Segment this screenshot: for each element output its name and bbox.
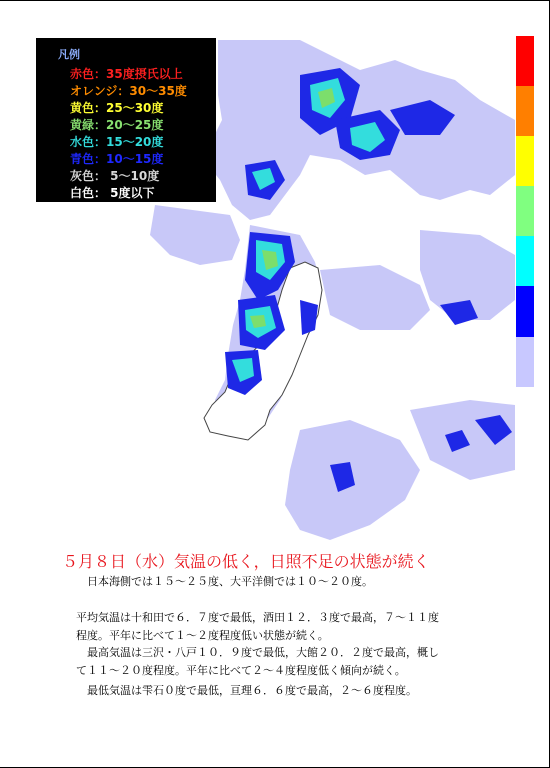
legend-item-gray: 灰色： 5～10度 xyxy=(70,169,160,183)
color-scale-swatch xyxy=(516,136,534,186)
summary-line: 日本海側では１５～２５度、大平洋側では１０～２０度。 xyxy=(87,575,373,588)
color-scale-swatch xyxy=(516,186,534,236)
legend-panel xyxy=(36,38,216,202)
western-sea-band xyxy=(150,205,240,265)
headline: ５月８日（水）気温の低く，日照不足の状態が続く xyxy=(62,552,430,571)
legend-item-lightblue: 水色：15～20度 xyxy=(70,135,164,149)
legend-title: 凡例 xyxy=(58,48,80,61)
color-scale-swatch xyxy=(516,286,534,336)
pacific-offshore-band xyxy=(320,265,430,330)
legend-item-orange: オレンジ：30～35度 xyxy=(70,84,187,98)
legend-item-red: 赤色：35度摂氏以上 xyxy=(70,67,183,81)
color-scale-swatch xyxy=(516,337,534,387)
legend-item-white: 白色： 5度以下 xyxy=(70,186,155,200)
legend-item-blue: 青色：10～15度 xyxy=(70,152,164,166)
color-scale-bar xyxy=(516,36,534,387)
paragraph-mean-temp-2: 程度。平年に比べて１～２度程度低い状態が続く。 xyxy=(76,629,329,642)
paragraph-max-temp-2: て１１～２０度程度。平年に比べて２～４度程度低く傾向が続く。 xyxy=(76,664,406,677)
paragraph-min-temp: 最低気温は雫石０度で最低，亘理６．６度で最高，２～６度程度。 xyxy=(87,684,417,697)
legend-item-yellowgreen: 黄緑：20～25度 xyxy=(70,118,164,132)
legend-item-yellow: 黄色：25～30度 xyxy=(70,101,164,115)
color-scale-swatch xyxy=(516,36,534,86)
color-scale-swatch xyxy=(516,236,534,286)
paragraph-mean-temp-1: 平均気温は十和田で６．７度で最低，酒田１２．３度で最高，７～１１度 xyxy=(76,611,439,624)
paragraph-max-temp-1: 最高気温は三沢・八戸１０．９度で最低，大館２０．２度で最高，概し xyxy=(87,646,439,659)
color-scale-swatch xyxy=(516,86,534,136)
